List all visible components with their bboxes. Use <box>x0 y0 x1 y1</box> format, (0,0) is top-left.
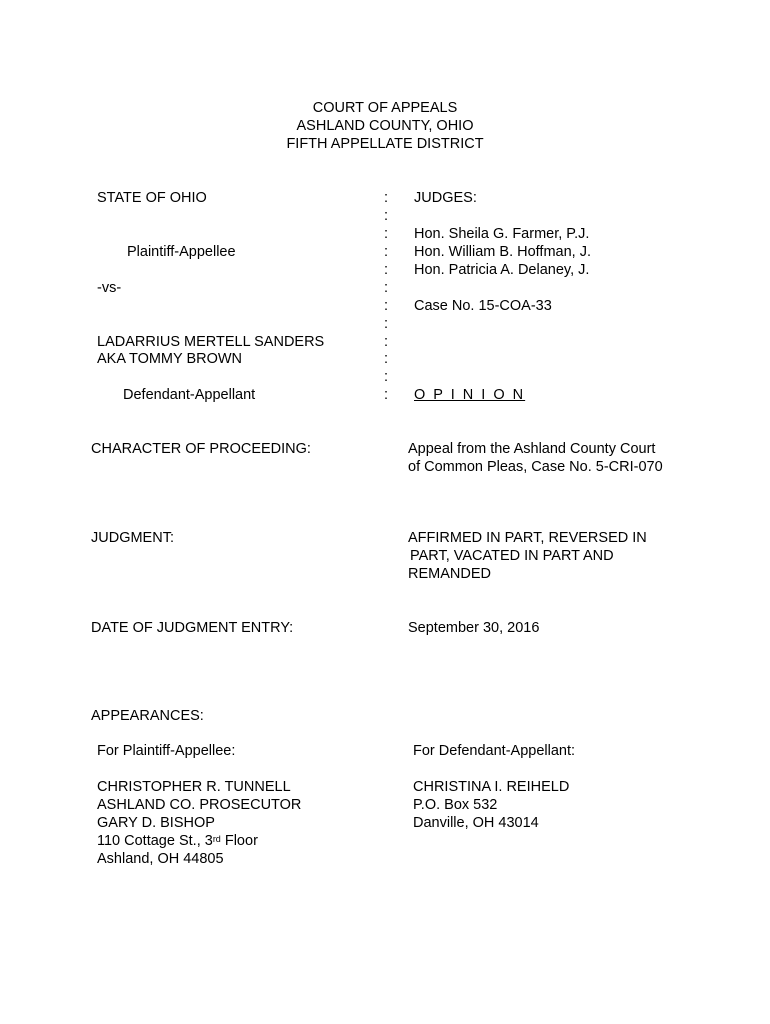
plaintiff-counsel-office: ASHLAND CO. PROSECUTOR <box>97 797 302 813</box>
caption-colon: : <box>384 262 389 278</box>
defendant-counsel-heading: For Defendant-Appellant: <box>413 743 576 759</box>
caption-colon: : <box>384 190 389 206</box>
opinion-title: O P I N I O N <box>414 387 526 403</box>
plaintiff-name: STATE OF OHIO <box>97 190 207 206</box>
plaintiff-counsel-attorney: GARY D. BISHOP <box>97 815 215 831</box>
date-entry-value: September 30, 2016 <box>408 620 540 636</box>
case-number: Case No. 15-COA-33 <box>414 298 552 314</box>
judgment-value-line2: PART, VACATED IN PART AND <box>410 548 614 564</box>
judges-label: JUDGES: <box>414 190 477 206</box>
caption-colon: : <box>384 351 389 367</box>
district-name: FIFTH APPELLATE DISTRICT <box>286 136 484 152</box>
plaintiff-counsel-city: Ashland, OH 44805 <box>97 851 224 867</box>
caption-colon: : <box>384 316 389 332</box>
plaintiff-counsel-street: 110 Cottage St., 3rd Floor <box>97 833 258 849</box>
county-name: ASHLAND COUNTY, OHIO <box>296 118 474 134</box>
defendant-role: Defendant-Appellant <box>123 387 256 403</box>
proceeding-value-line1: Appeal from the Ashland County Court <box>408 441 656 457</box>
caption-colon: : <box>384 208 389 224</box>
plaintiff-counsel-name: CHRISTOPHER R. TUNNELL <box>97 779 291 795</box>
judgment-value-line1: AFFIRMED IN PART, REVERSED IN <box>408 530 647 546</box>
judgment-label: JUDGMENT: <box>91 530 174 546</box>
proceeding-value-line2: of Common Pleas, Case No. 5-CRI-070 <box>408 459 663 475</box>
versus-label: -vs- <box>97 280 122 296</box>
judge-third: Hon. Patricia A. Delaney, J. <box>414 262 590 278</box>
caption-colon: : <box>384 226 389 242</box>
caption-colon: : <box>384 334 389 350</box>
defendant-name: LADARRIUS MERTELL SANDERS <box>97 334 325 350</box>
defendant-counsel-box: P.O. Box 532 <box>413 797 498 813</box>
defendant-counsel-city: Danville, OH 43014 <box>413 815 539 831</box>
defendant-alias: AKA TOMMY BROWN <box>97 351 243 367</box>
judgment-value-line3: REMANDED <box>408 566 491 582</box>
appearances-label: APPEARANCES: <box>91 708 204 724</box>
caption-colon: : <box>384 244 389 260</box>
caption-colon: : <box>384 387 389 403</box>
judge-second: Hon. William B. Hoffman, J. <box>414 244 592 260</box>
court-name: COURT OF APPEALS <box>312 100 458 116</box>
date-entry-label: DATE OF JUDGMENT ENTRY: <box>91 620 294 636</box>
caption-colon: : <box>384 369 389 385</box>
proceeding-label: CHARACTER OF PROCEEDING: <box>91 441 311 457</box>
defendant-counsel-name: CHRISTINA I. REIHELD <box>413 779 570 795</box>
plaintiff-role: Plaintiff-Appellee <box>127 244 236 260</box>
caption-colon: : <box>384 298 389 314</box>
caption-colon: : <box>384 280 389 296</box>
plaintiff-counsel-heading: For Plaintiff-Appellee: <box>97 743 236 759</box>
judge-presiding: Hon. Sheila G. Farmer, P.J. <box>414 226 590 242</box>
